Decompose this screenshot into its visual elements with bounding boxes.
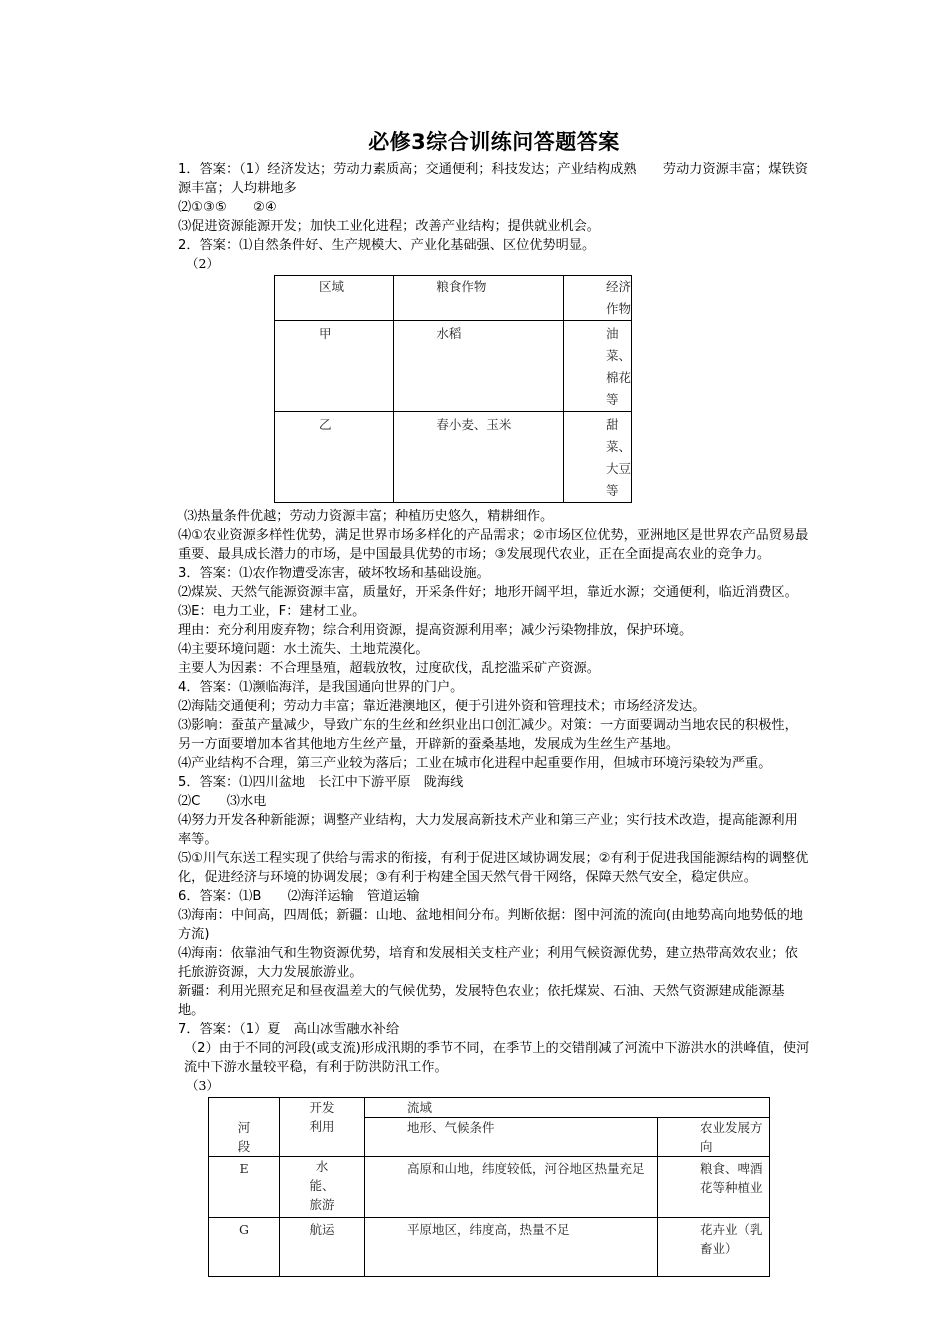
table-header-cell — [209, 1098, 280, 1157]
table-row — [209, 1157, 770, 1218]
table-header-cell: 农业发展方向 — [658, 1118, 770, 1157]
table-cell: 水稻 — [394, 321, 564, 412]
table-cell: 甲 — [275, 321, 394, 412]
table-cell: 油菜、棉花等 — [564, 321, 632, 412]
table-header-row — [275, 276, 632, 321]
answer-line: ⑶影响：蚕茧产量减少，导致广东的生丝和丝织业出口创汇减少。对策：一方面要调动当地农民的积极性，另一方面要增加本省其他地方生丝产量，开辟新的蚕桑基地，发展成为生丝生产基地。 — [178, 718, 798, 752]
answer-line: ⑷产业结构不合理，第三产业较为落后；工业在城市化进程中起重要作用，但城市环境污染较为严重。 — [178, 756, 772, 771]
answer-line: ⑵煤炭、天然气能源资源丰富，质量好，开采条件好；地形开阔平坦，靠近水源；交通便利，临近消费区。 — [178, 585, 798, 600]
river-table — [208, 1097, 770, 1277]
answers-block-b — [178, 507, 810, 1077]
answer-line: 主要人为因素：不合理垦殖，超载放牧，过度砍伐，乱挖滥采矿产资源。 — [178, 661, 600, 676]
cell-text: 水能、旅游 — [309, 1159, 335, 1212]
table-cell: 平原地区，纬度高，热量不足 — [365, 1218, 658, 1277]
header-river-section: 河段 — [237, 1120, 251, 1154]
answer-line: ⑵C ⑶水电 — [178, 794, 267, 809]
table-cell: 甜菜、大豆等 — [564, 412, 632, 503]
table-row — [275, 321, 632, 412]
answer-line: ⑸①川气东送工程实现了供给与需求的衔接，有利于促进区域协调发展；②有利于促进我国能源结构的调整优化，促进经济与环境的协调发展；③有利于构建全国天然气骨干网络，保障天然气安全，稳定供应。 — [178, 851, 809, 885]
table2-label: （2） — [186, 256, 219, 271]
answer-line: 4．答案：⑴濒临海洋，是我国通向世界的门户。 — [178, 680, 464, 695]
document-page — [178, 128, 810, 1277]
table-row — [275, 412, 632, 503]
answer-line: ⑶E：电力工业，F：建材工业。 — [178, 604, 366, 619]
table-cell: G — [209, 1218, 280, 1277]
answer-line: 6．答案：⑴B ⑵海洋运输 管道运输 — [178, 889, 420, 904]
answer-line: ⑵①③⑤ ②④ — [178, 200, 277, 215]
table-row — [209, 1218, 770, 1277]
table-cell: 花卉业（乳畜业） — [658, 1218, 770, 1277]
answer-line: 7．答案：（1）夏 高山冰雪融水补给 — [178, 1022, 400, 1037]
answer-line: ⑶热量条件优越；劳动力资源丰富；种植历史悠久，精耕细作。 — [184, 509, 554, 524]
table-header-cell: 区域 — [275, 276, 394, 321]
answer-line: 3．答案：⑴农作物遭受冻害，破坏牧场和基础设施。 — [178, 566, 490, 581]
table-header-cell: 粮食作物 — [394, 276, 564, 321]
answer-line: （2）由于不同的河段(或支流)形成汛期的季节不同，在季节上的交错削减了河流中下游洪水的洪峰值，使河流中下游水量较平稳，有利于防洪防汛工作。 — [184, 1041, 810, 1075]
answer-line: 5．答案：⑴四川盆地 长江中下游平原 陇海线 — [178, 775, 464, 790]
table-cell: 高原和山地，纬度较低，河谷地区热量充足 — [365, 1157, 658, 1218]
table-cell: 乙 — [275, 412, 394, 503]
table-cell: 春小麦、玉米 — [394, 412, 564, 503]
answer-line: ⑷海南：依靠油气和生物资源优势，培育和发展相关支柱产业；利用气候资源优势，建立热带高效农业；依托旅游资源，大力发展旅游业。 — [178, 946, 798, 980]
crop-table — [274, 275, 632, 503]
table-header-cell: 经济作物 — [564, 276, 632, 321]
header-development: 开发利用 — [309, 1100, 335, 1134]
answer-line: ⑶海南：中间高，四周低；新疆：山地、盆地相间分布。判断依据：图中河流的流向(由地势高向地势低的地方流) — [178, 908, 803, 942]
table-header-cell: 流域 — [365, 1098, 770, 1118]
table-header-cell: 地形、气候条件 — [365, 1118, 658, 1157]
answer-line: ⑵海陆交通便利；劳动力丰富；靠近港澳地区，便于引进外资和管理技术；市场经济发达。 — [178, 699, 706, 714]
answer-line: ⑷主要环境问题：水土流失、土地荒漠化。 — [178, 642, 429, 657]
table-header-row — [209, 1098, 770, 1118]
table-cell: E — [209, 1157, 280, 1218]
table-cell — [280, 1157, 365, 1218]
answer-line: ⑷努力开发各种新能源；调整产业结构，大力发展高新技术产业和第三产业；实行技术改造，提高能源利用率等。 — [178, 813, 798, 847]
answer-line: 1．答案：（1）经济发达；劳动力素质高；交通便利；科技发达；产业结构成熟 劳动力资源丰富；煤铁资源丰富；人均耕地多 — [178, 162, 808, 196]
page-title: 必修3综合训练问答题答案 — [368, 130, 620, 154]
answer-line: ⑷①农业资源多样性优势，满足世界市场多样化的产品需求；②市场区位优势，亚洲地区是世界农产品贸易最重要、最具成长潜力的市场，是中国最具优势的市场；③发展现代农业，正在全面提高农业的竞争力。 — [178, 528, 809, 562]
answers-block-a — [178, 160, 810, 255]
table-header-cell — [280, 1098, 365, 1157]
table7-label: （3） — [186, 1078, 219, 1093]
table-cell: 航运 — [280, 1218, 365, 1277]
answer-line: 2．答案：⑴自然条件好、生产规模大、产业化基础强、区位优势明显。 — [178, 238, 596, 253]
answer-line: ⑶促进资源能源开发；加快工业化进程；改善产业结构；提供就业机会。 — [178, 219, 600, 234]
answer-line: 新疆：利用光照充足和昼夜温差大的气候优势，发展特色农业；依托煤炭、石油、天然气资源建成能源基地。 — [178, 984, 785, 1018]
answer-line: 理由：充分利用废弃物；综合利用资源，提高资源利用率；减少污染物排放，保护环境。 — [178, 623, 693, 638]
table-cell: 粮食、啤酒花等种植业 — [658, 1157, 770, 1218]
